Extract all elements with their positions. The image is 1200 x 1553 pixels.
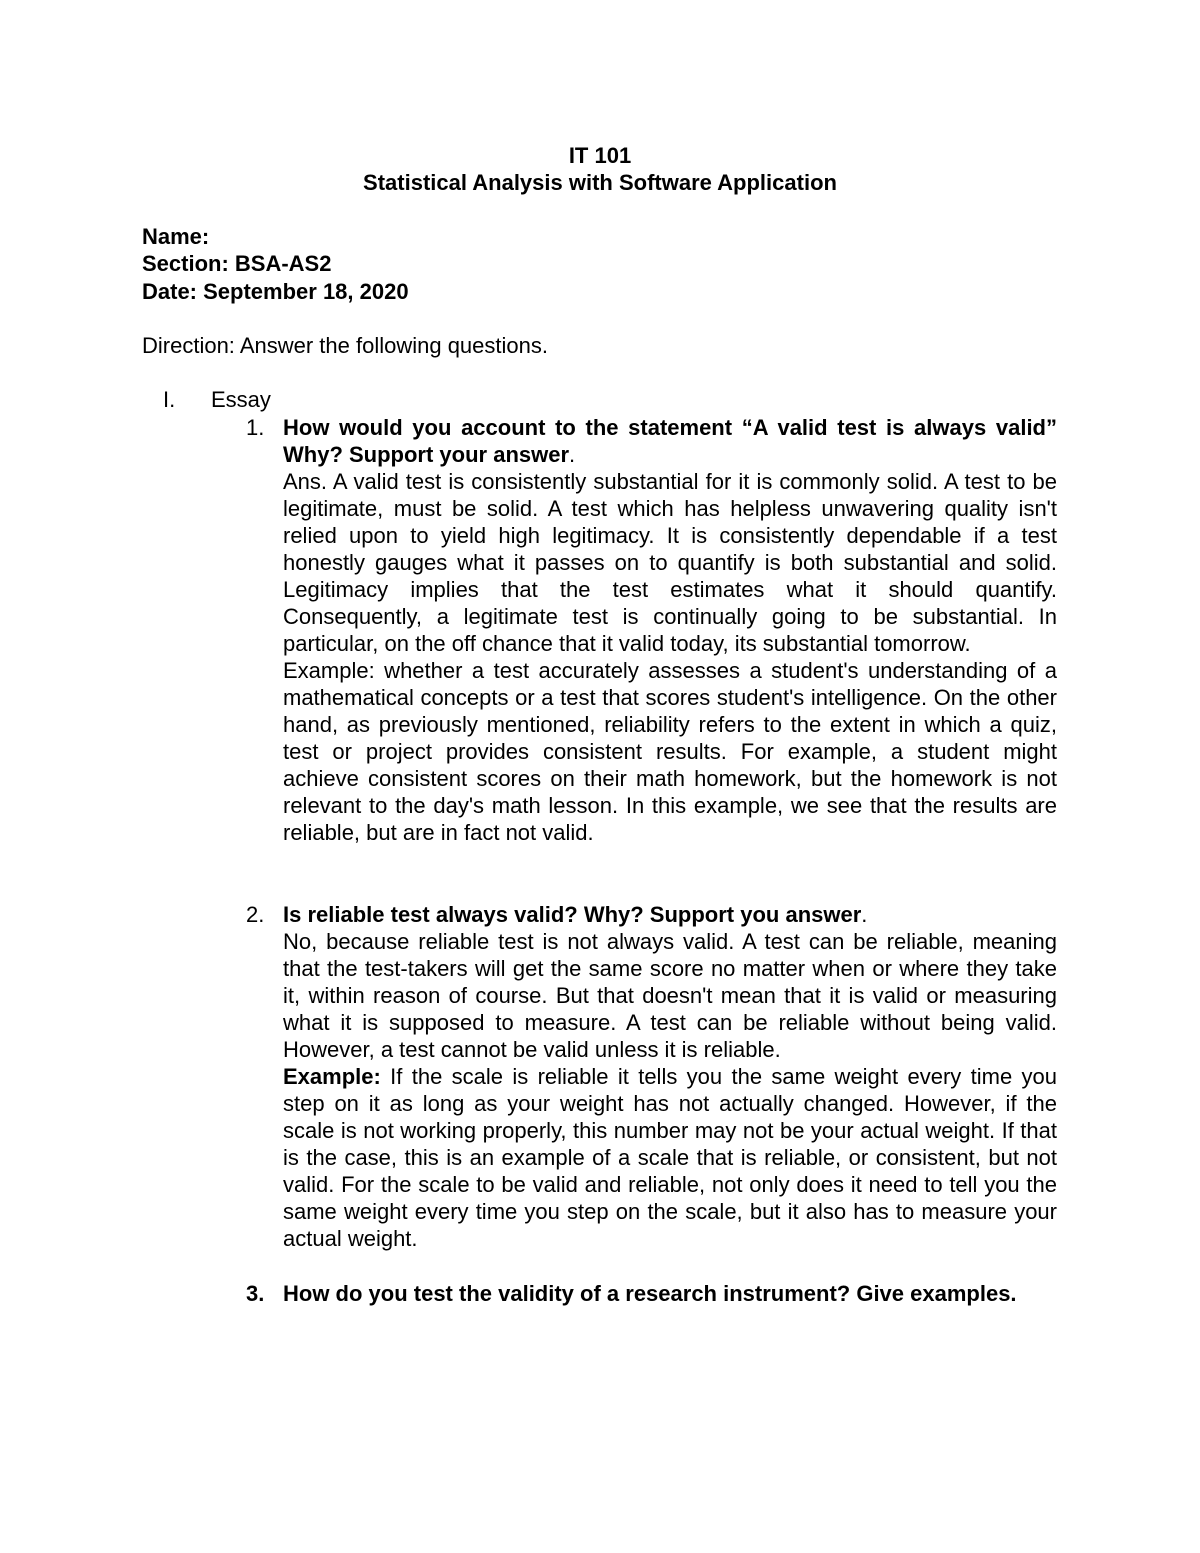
question-2-text xyxy=(283,901,1057,928)
question-2-example-paragraph xyxy=(283,1063,1057,1252)
question-1-prompt: How would you account to the statement “A valid test is always valid” Why? Support your answer xyxy=(283,415,1057,467)
question-1-text xyxy=(283,414,1057,468)
document-title: Statistical Analysis with Software Application xyxy=(363,170,837,195)
question-1-answer: Ans. A valid test is consistently substantial for it is commonly solid. A test to be legitimate, must be solid. A test which has helpless unwavering quality isn't relied upon to yield high legitimacy. It is consistently dependable if a test honestly gauges what it passes on to quantify is both substantial and solid. Legitimacy implies that the test estimates what it should quantify. Consequently, a legitimate test is continually going to be substantial. In particular, on the off chance that it valid today, its substantial tomorrow. xyxy=(283,469,1057,656)
question-2-block xyxy=(283,901,1057,1252)
question-2-prompt: Is reliable test always valid? Why? Support you answer xyxy=(283,902,862,927)
question-2-end: . xyxy=(861,902,868,927)
question-3-number: 3. xyxy=(246,1281,265,1306)
question-1-example: Example: whether a test accurately assesses a student's understanding of a mathematical concepts or a test that scores student's intelligence. On the other hand, as previously mentioned, reliability refers to the extent in which a quiz, test or project provides consistent results. For example, a student might achieve consistent scores on their math homework, but the homework is not relevant to the day's math lesson. In this example, we see that the results are reliable, but are in fact not valid. xyxy=(283,658,1057,845)
question-1-end: . xyxy=(569,442,576,467)
question-1-number: 1. xyxy=(246,415,265,440)
question-2-example: If the scale is reliable it tells you the same weight every time you step on it as long as your weight has not actually changed. However, if the scale is not working properly, this number may not be your actual weight. If that is the case, this is an example of a scale that is reliable, or consistent, but not valid. For the scale to be valid and reliable, not only does it need to tell you the same weight every time you step on the scale, but it also has to measure your actual weight. xyxy=(283,1064,1057,1251)
course-code: IT 101 xyxy=(568,143,632,168)
question-2-number: 2. xyxy=(246,902,265,927)
question-3-prompt: How do you test the validity of a research instrument? Give examples. xyxy=(283,1281,1017,1306)
section-field: Section: BSA-AS2 xyxy=(142,251,332,276)
name-field: Name: xyxy=(142,224,210,249)
question-2-answer: No, because reliable test is not always valid. A test can be reliable, meaning that the test-takers will get the same score no matter when or where they take it, within reason of course. But that doesn't mean that it is valid or measuring what it is supposed to measure. A test can be reliable without being valid. However, a test cannot be valid unless it is reliable. xyxy=(283,929,1057,1062)
part-numeral: I. xyxy=(163,387,176,412)
question-2-example-label: Example: xyxy=(283,1064,381,1089)
direction-text: Direction: Answer the following questions. xyxy=(142,333,548,358)
date-field: Date: September 18, 2020 xyxy=(142,279,409,304)
question-1-block xyxy=(283,414,1057,846)
part-label: Essay xyxy=(211,387,271,412)
